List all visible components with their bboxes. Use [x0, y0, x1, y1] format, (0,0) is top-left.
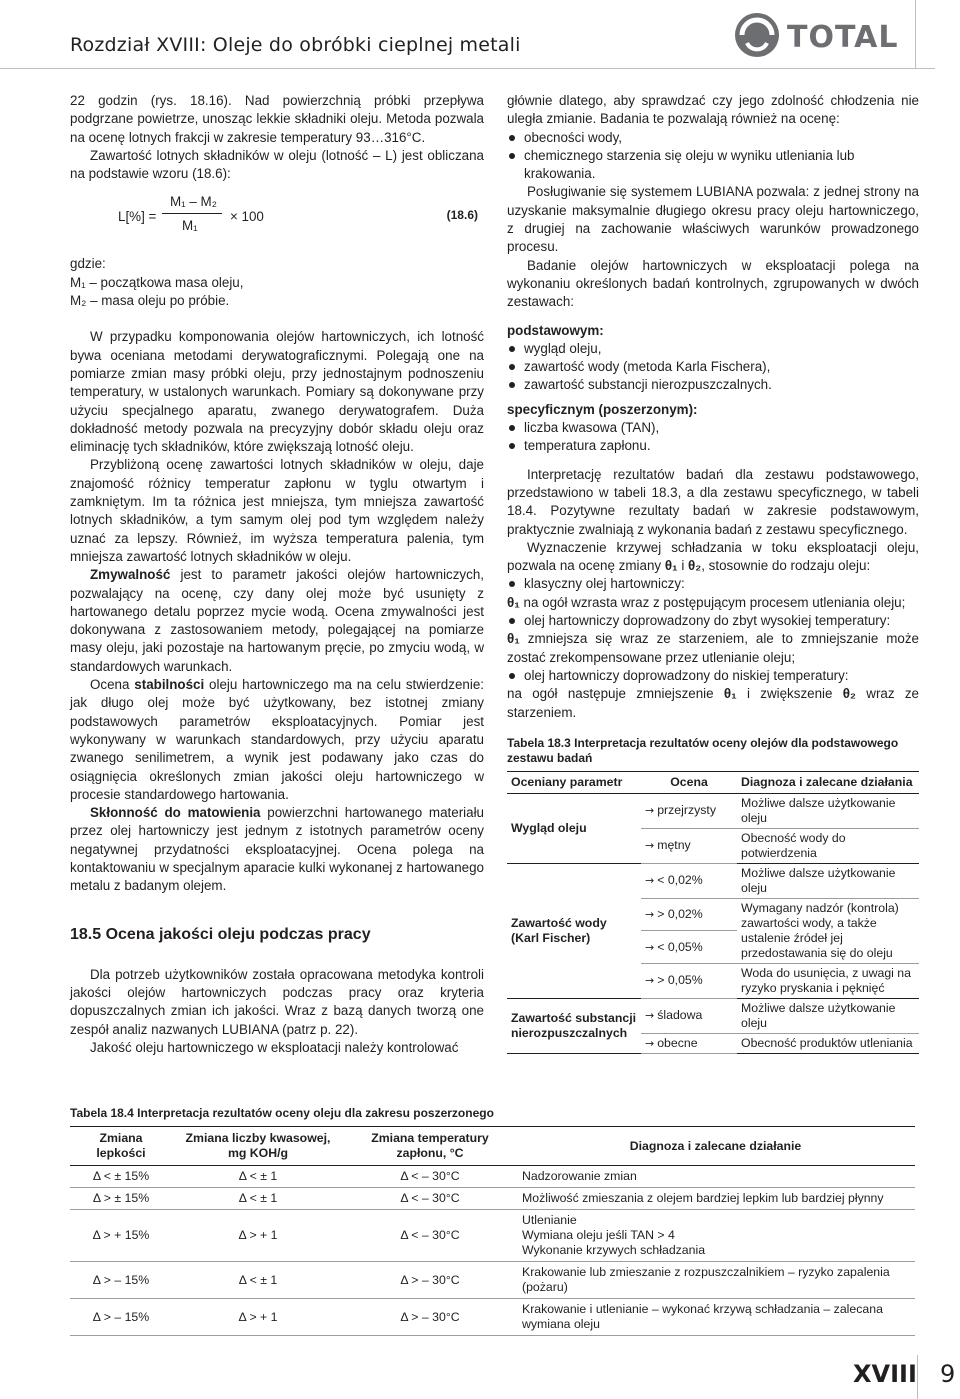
cell: Utlenianie Wymiana oleju jeśli TAN > 4 Wykonanie krzywych schładzania [516, 1210, 915, 1262]
paragraph-text: oleju hartowniczego ma na celu stwierdzenie: jak długo olej może być użytkowany, bez istotnej zmiany podstawowych parametrów eksploatacyjnych. Pomiar jest wykonywany w warunkach standardowych, przy użyciu aparatu zwanego senilimetrem, a wynik jest podawany jako czas do osiągnięcia określonych zmian jakości oleju hartowniczego w procesie standardowego hartowania. [70, 677, 484, 802]
paragraph: W przypadku komponowania olejów hartowniczych, ich lotność bywa oceniana metodami derywatograficznymi. Polegają one na pomiarze zmian masy próbki oleju, przy jednostajnym podnoszeniu temperatury, w ustalonych warunkach. Pomiary są dokonywane przy użyciu specjalnego aparatu, zwanego derywatografem. Duża dokładność metody pozwala na precyzyjny dobór składu oleju oraz eliminację tych składników, które zwiększają lotność oleju. [70, 329, 484, 455]
arrow-right-icon: → [645, 1036, 655, 1050]
chapter-title: Rozdział XVIII: Oleje do obróbki cieplnej metali [70, 34, 521, 56]
column-header: Oceniany parametr [507, 771, 641, 793]
paragraph [507, 594, 919, 612]
arrow-right-icon: → [645, 1009, 655, 1023]
ocena-cell [641, 931, 737, 964]
paragraph-text: Ocena [90, 677, 135, 693]
ocena-text: > 0,02% [657, 907, 703, 922]
header-vertical-rule [915, 0, 916, 68]
formula-lhs: L[%] = [118, 209, 157, 225]
paragraph: Jakość oleju hartowniczego w eksploatacji należy kontrolować [90, 1040, 459, 1056]
cell: Δ > – 15% [70, 1299, 172, 1336]
subheading-basic: podstawowym: [507, 322, 604, 338]
diagnosis-cell: Wymagany nadzór (kontrola) zawartości wody, a także ustalenie źródeł jej przedostawania się do oleju [737, 898, 919, 963]
paragraph-text: wraz ze starzeniem. [507, 686, 919, 720]
right-column [507, 92, 919, 1054]
ocena-cell [641, 1033, 737, 1053]
cell: Δ > + 1 [172, 1210, 344, 1262]
formula-denominator: M₁ [182, 218, 198, 234]
ocena-text: < 0,05% [657, 939, 703, 954]
bullet-list [507, 419, 919, 456]
paragraph-text: na ogół następuje zmniejszenie [507, 686, 724, 702]
left-column [70, 92, 484, 1057]
ocena-cell [641, 793, 737, 828]
paragraph: Interpretację rezultatów badań dla zestawu podstawowego, przedstawiono w tabeli 18.3, a dla zestawu specyficznego, w tabeli 18.4. Pozytywne rezultaty badań w zakresie podstawowym, praktycznie zwalniają z wykonania badań z zestawu specyficznego. [507, 466, 919, 537]
paragraph-text: powierzchni hartowanego materiału przez olej hartowniczy jest jednym z istotnych parametrów oceny negatywnej przydatności eksploatacyjnej. Ocena polega na kontaktowaniu w specjalnym aparacie kulki wykonanej z hartowanego metalu z badanym olejem. [70, 805, 484, 894]
arrow-right-icon: → [645, 804, 655, 818]
fraction-bar [162, 213, 222, 214]
column-header: Diagnoza i zalecane działania [737, 771, 919, 793]
list-item: zawartość substancji nierozpuszczalnych. [507, 376, 919, 394]
ocena-cell [641, 963, 737, 998]
table-caption: Tabela 18.4 Interpretacja rezultatów oceny oleju dla zakresu poszerzonego [70, 1106, 494, 1120]
cell: Δ < ± 1 [172, 1188, 344, 1210]
arrow-right-icon: → [645, 874, 655, 888]
diagnosis-cell: Obecność produktów utleniania [737, 1033, 919, 1053]
formula-multiplier: × 100 [230, 209, 264, 225]
ocena-cell [641, 998, 737, 1033]
bullet-list [507, 129, 919, 184]
list-item: zawartość wody (metoda Karla Fischera), [507, 358, 919, 376]
theta-symbol: θ₂ [842, 686, 856, 702]
cell: Δ > + 1 [172, 1299, 344, 1336]
table-row [70, 1262, 915, 1299]
diagnosis-cell: Obecność wody do potwierdzenia [737, 828, 919, 863]
ocena-cell [641, 828, 737, 863]
arrow-right-icon: → [645, 908, 655, 922]
table-row [70, 1166, 915, 1188]
list-item: klasyczny olej hartowniczy: [507, 575, 919, 593]
definition-m2: M₂ – masa oleju po próbie. [70, 293, 230, 309]
group-cell: Zawartość substancji nierozpuszczalnych [507, 998, 641, 1053]
paragraph [70, 804, 484, 895]
ocena-text: obecne [657, 1035, 698, 1050]
footer-chapter: XVIII [853, 1360, 917, 1388]
group-cell: Zawartość wody (Karl Fischer) [507, 863, 641, 998]
diagnosis-cell: Możliwe dalsze użytkowanie oleju [737, 998, 919, 1033]
diagnosis-cell: Woda do usunięcia, z uwagi na ryzyko pryskania i pęknięć [737, 963, 919, 998]
group-cell: Wygląd oleju [507, 793, 641, 863]
term-matowienie: Skłonność do matowienia [90, 805, 261, 821]
paragraph: Przybliżoną ocenę zawartości lotnych składników w oleju, daje znajomość różnicy temperatur zapłonu w tyglu otwartym i zamkniętym. Im ta różnica jest mniejsza, tym mniejsza zawartość lotnych składników, a tym samym olej pod tym względem należy uznać za lepszy. Również, im wyższa temperatura palenia, tym mniejsza zawartość lotnych składników w oleju. [70, 457, 484, 564]
formula-numerator: M₁ – M₂ [170, 194, 217, 210]
cell: Δ > + 15% [70, 1210, 172, 1262]
cell: Δ < – 30°C [344, 1166, 516, 1188]
arrow-right-icon: → [645, 974, 655, 988]
theta-symbol: θ₂ [688, 558, 702, 574]
bullet-list [507, 667, 919, 685]
arrow-right-icon: → [645, 940, 655, 954]
list-item: olej hartowniczy doprowadzony do zbyt wysokiej temperatury: [507, 612, 919, 630]
page-number: 9 [940, 1360, 956, 1388]
table-row [70, 1210, 915, 1262]
paragraph: 22 godzin (rys. 18.16). Nad powierzchnią próbki przepływa podgrzane powietrze, unosząc lekkie składniki oleju. Metoda pozwala na ocenę lotnych frakcji w zakresie temperatury 93…316°C. [70, 93, 484, 145]
column-header: Ocena [641, 771, 737, 793]
ocena-text: > 0,05% [657, 973, 703, 988]
theta-symbol: θ₁ [664, 558, 678, 574]
where-label: gdzie: [70, 256, 106, 272]
paragraph: Dla potrzeb użytkowników została opracowana metodyka kontroli jakości olejów hartowniczych podczas pracy oraz kryteria dopuszczalnych zmian ich jakości. Wraz z bazą danych tworzą one zespół analiz nazwanych LUBIANA (patrz p. 22). [70, 966, 484, 1037]
table-row [507, 793, 919, 828]
list-item: wygląd oleju, [507, 340, 919, 358]
formula-18-6 [70, 189, 484, 245]
paragraph [507, 539, 919, 576]
cell: Nadzorowanie zmian [516, 1166, 915, 1188]
header-rule [0, 68, 935, 69]
paragraph-text: jest to parametr jakości olejów hartowniczych, pozwalający na ocenę, czy dany olej może być usunięty z hartowanego detalu poprzez mycie wodą. Ocena zmywalności jest dokonywana z zastosowaniem metody, polegającej na pomiarze masy oleju, jaki pozostaje na hartowanym pręcie, po zmyciu wodą, w standardowych warunkach. [70, 567, 484, 674]
paragraph-text: Wyznaczenie krzywej schładzania w toku eksploatacji oleju, pozwala na ocenę zmiany [507, 539, 919, 574]
cell: Δ < ± 1 [172, 1166, 344, 1188]
column-header: Diagnoza i zalecane działanie [516, 1127, 915, 1166]
logo-text: TOTAL [787, 20, 899, 55]
cell: Δ > ± 15% [70, 1188, 172, 1210]
column-header: Zmiana temperatury zapłonu, °C [344, 1127, 516, 1166]
formula-number: (18.6) [446, 208, 478, 223]
paragraph-text: na ogół wzrasta wraz z postępującym procesem utleniania oleju; [519, 594, 906, 610]
section-heading: 18.5 Ocena jakości oleju podczas pracy [70, 925, 371, 943]
ocena-text: < 0,02% [657, 873, 703, 888]
cell: Δ < ± 15% [70, 1166, 172, 1188]
column-header: Zmiana lepkości [70, 1127, 172, 1166]
table-row [70, 1299, 915, 1336]
table-row [70, 1188, 915, 1210]
ocena-text: przejrzysty [657, 803, 716, 818]
footer-rule [917, 1355, 918, 1399]
theta-symbol: θ₁ [507, 631, 520, 647]
theta-symbol: θ₁ [507, 594, 520, 610]
diagnosis-cell: Możliwe dalsze użytkowanie oleju [737, 863, 919, 898]
paragraph [507, 685, 919, 722]
cell: Δ < ± 1 [172, 1262, 344, 1299]
paragraph-text: , stosownie do rodzaju oleju: [701, 558, 871, 574]
paragraph [70, 566, 484, 676]
table-row [507, 998, 919, 1033]
paragraph-text: i [677, 558, 689, 574]
list-item: olej hartowniczy doprowadzony do niskiej temperatury: [507, 667, 919, 685]
ocena-text: śladowa [657, 1008, 703, 1023]
list-item: temperatura zapłonu. [507, 437, 919, 455]
list-item: liczba kwasowa (TAN), [507, 419, 919, 437]
arrow-right-icon: → [645, 839, 655, 853]
bullet-list [507, 612, 919, 630]
ocena-text: mętny [657, 838, 691, 853]
paragraph [507, 630, 919, 667]
cell: Krakowanie i utlenianie – wykonać krzywą schładzania – zalecana wymiana oleju [516, 1299, 915, 1336]
table-row [507, 863, 919, 898]
table-18-4-section [70, 1100, 915, 1336]
theta-symbol: θ₁ [723, 686, 737, 702]
subheading-specific: specyficznym (poszerzonym): [507, 401, 698, 417]
ocena-cell [641, 863, 737, 898]
cell: Krakowanie lub zmieszanie z rozpuszczalnikiem – ryzyko zapalenia (pożaru) [516, 1262, 915, 1299]
table-caption: Tabela 18.3 Interpretacja rezultatów oceny olejów dla podstawowego zestawu badań [507, 735, 899, 765]
paragraph-text: zmniejsza się wraz ze starzeniem, ale to zmniejszanie może zostać zrekompensowane przez utlenianie oleju; [507, 631, 919, 665]
cell: Δ > – 30°C [344, 1299, 516, 1336]
paragraph: Posługiwanie się systemem LUBIANA pozwala: z jednej strony na uzyskanie maksymalnie długiego okresu pracy oleju hartowniczego, z drugiej na zachowanie właściwych warunków prowadzonego procesu. [507, 184, 919, 255]
term-zmywalnosc: Zmywalność [90, 567, 171, 583]
bullet-list [507, 575, 919, 593]
paragraph: głównie dlatego, aby sprawdzać czy jego zdolność chłodzenia nie uległa zmianie. Badania te pozwalają również na ocenę: [507, 93, 919, 127]
cell: Δ < – 30°C [344, 1210, 516, 1262]
table-18-3 [507, 771, 919, 1054]
list-item: obecności wody, [507, 129, 919, 147]
term-stabilnosc: stabilności [134, 677, 205, 693]
paragraph: Badanie olejów hartowniczych w eksploatacji polega na wykonaniu określonych badań kontrolnych, zgrupowanych w dwóch zestawach: [507, 257, 919, 310]
bullet-list [507, 340, 919, 395]
cell: Δ > – 30°C [344, 1262, 516, 1299]
cell: Δ > – 15% [70, 1262, 172, 1299]
cell: Możliwość zmieszania z olejem bardziej lepkim lub bardziej płynny [516, 1188, 915, 1210]
list-item: chemicznego starzenia się oleju w wyniku utleniania lub krakowania. [507, 147, 919, 184]
table-18-4 [70, 1126, 915, 1336]
cell: Δ < – 30°C [344, 1188, 516, 1210]
column-header: Zmiana liczby kwasowej, mg KOH/g [172, 1127, 344, 1166]
paragraph-text: i zwiększenie [736, 686, 843, 702]
definition-m1: M₁ – początkowa masa oleju, [70, 274, 244, 290]
paragraph: Zawartość lotnych składników w oleju (lotność – L) jest obliczana na podstawie wzoru (18.6): [70, 147, 484, 182]
diagnosis-cell: Możliwe dalsze użytkowanie oleju [737, 793, 919, 828]
paragraph [70, 676, 484, 804]
ocena-cell [641, 898, 737, 931]
